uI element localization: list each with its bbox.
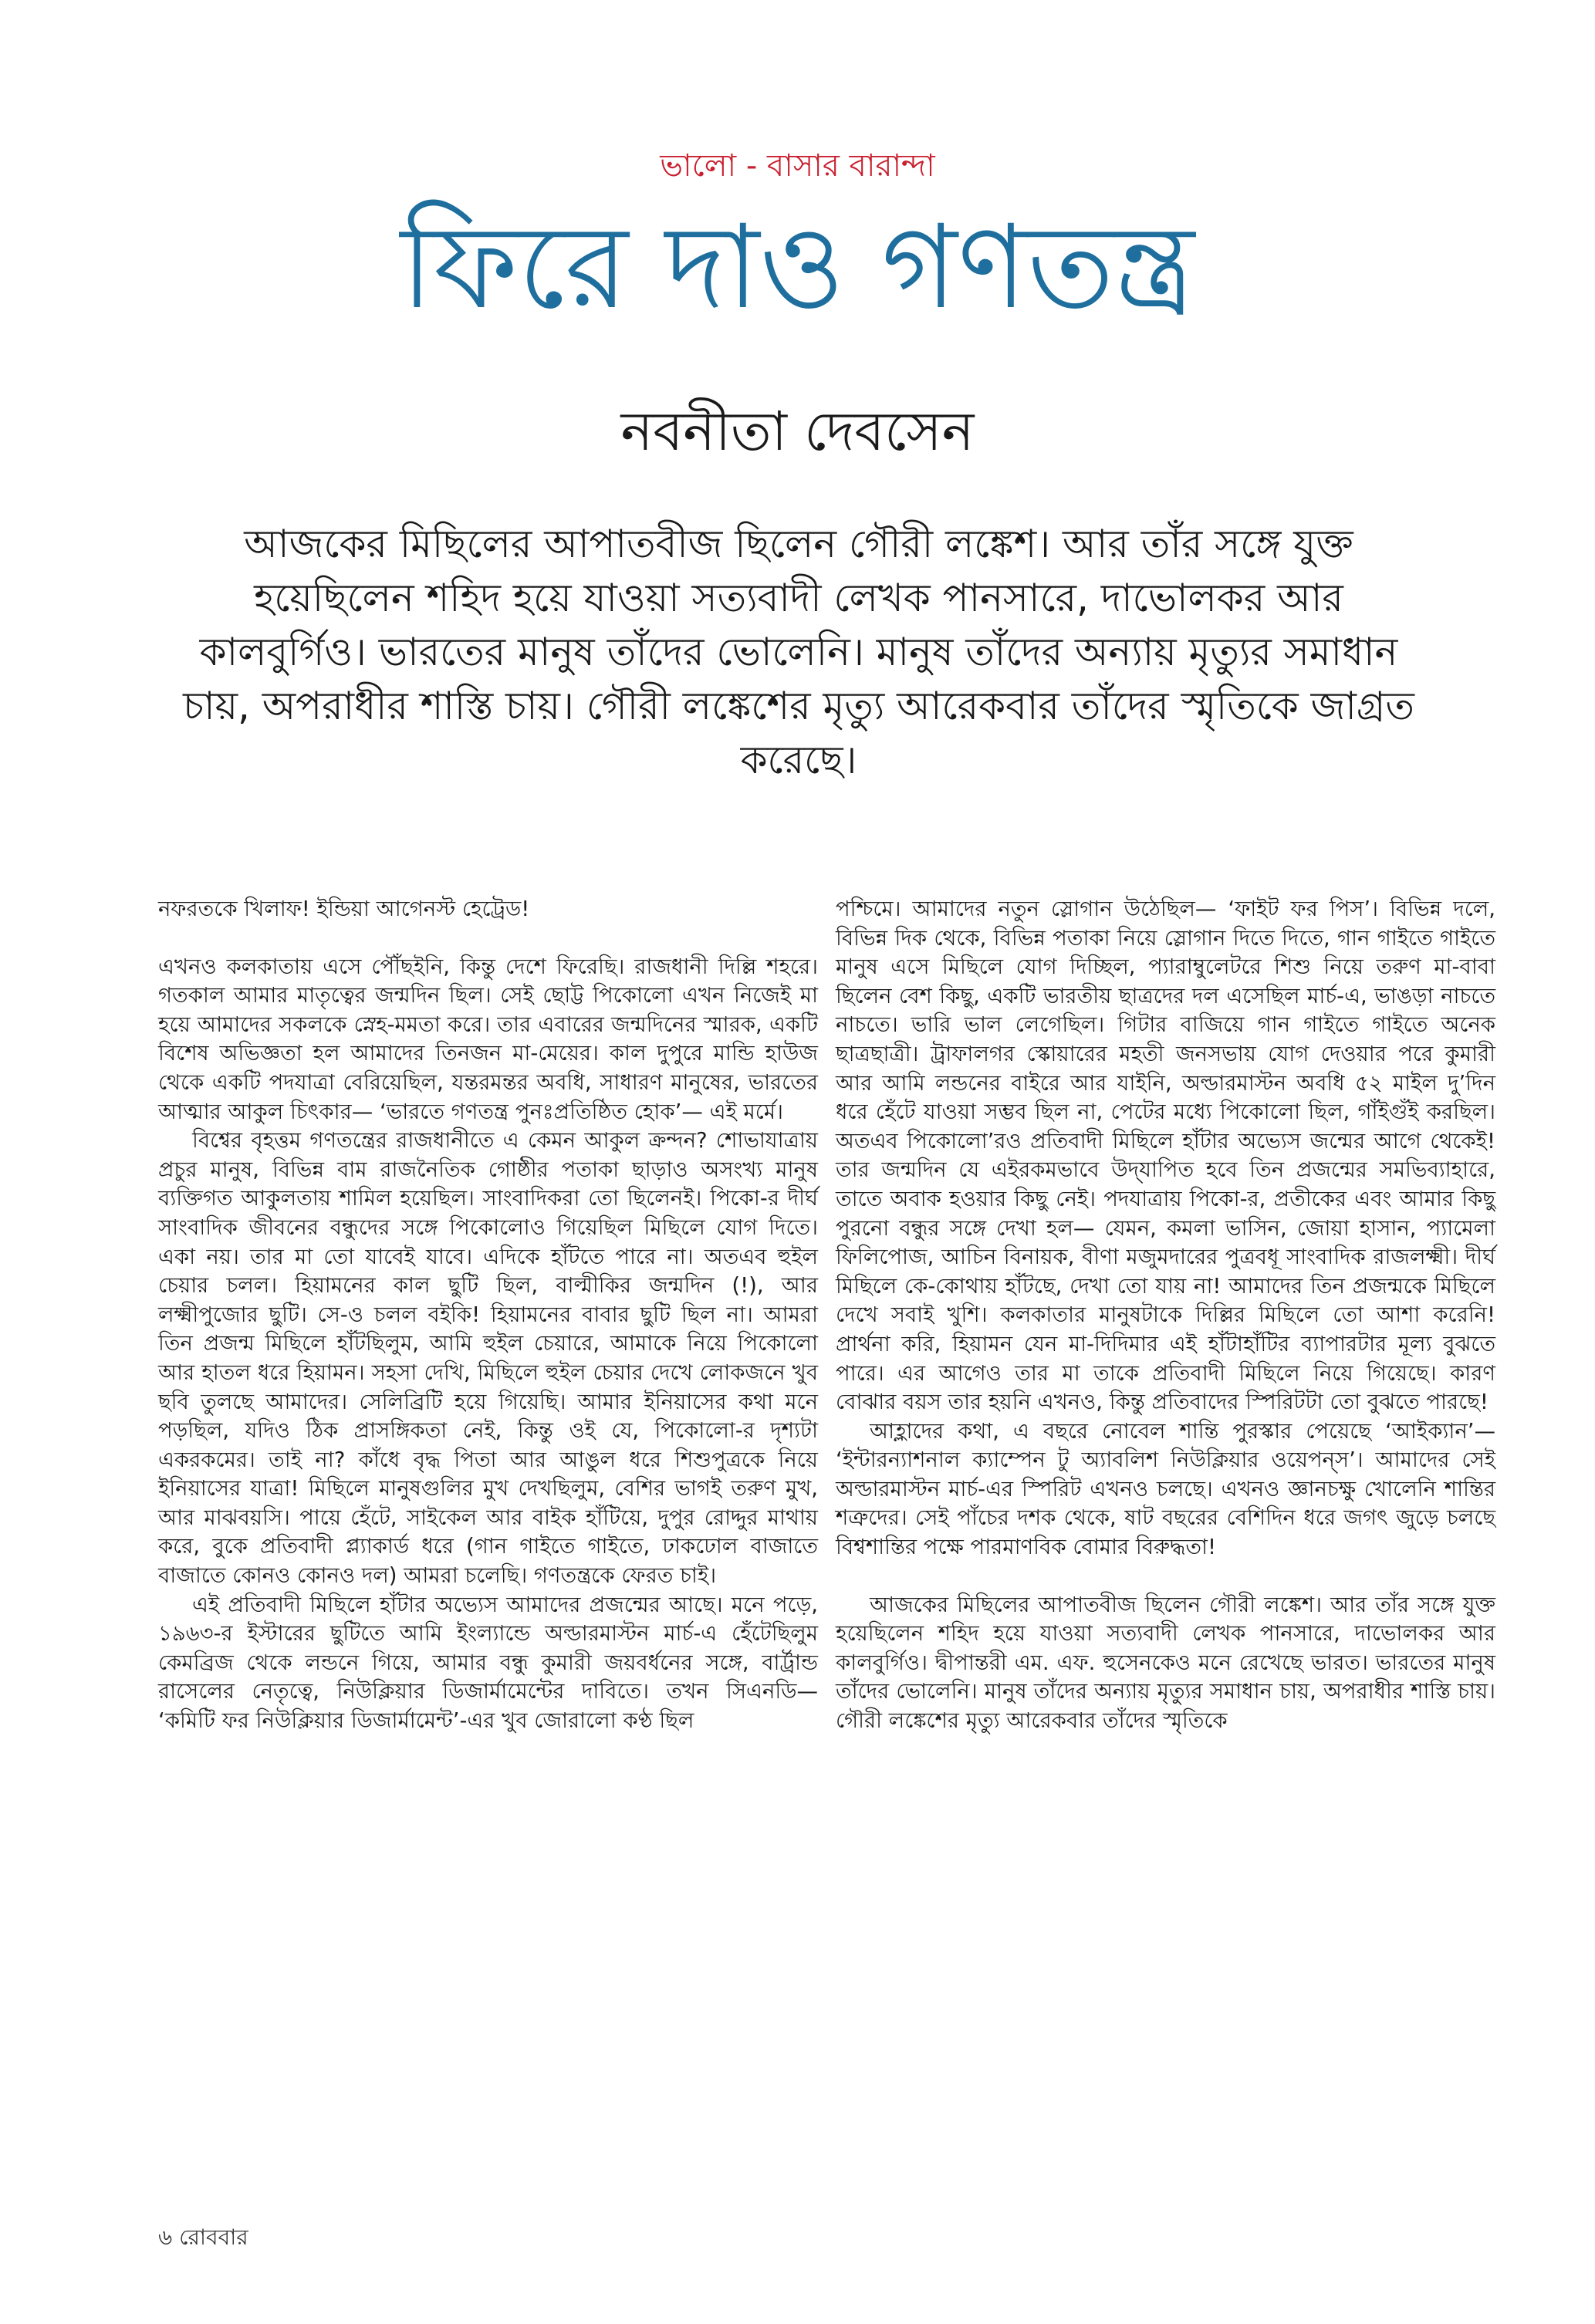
lead-paragraph: আজকের মিছিলের আপাতবীজ ছিলেন গৌরী লঙ্কেশ। আর তাঁর সঙ্গে যুক্ত হয়েছিলেন শহিদ হয়ে যাওয়া সত্যবাদী লেখক পানসারে, দাভোলকর আর কালবুর্গিও। ভারতের মানুষ তাঁদের ভোলেনি। মানুষ তাঁদের অন্যায় মৃত্যুর সমাধান চায়, অপরাধীর শাস্তি চায়। গৌরী লঙ্কেশের মৃত্যু আরেকবার তাঁদের স্মৃতিকে জাগ্রত করেছে। [183, 522, 1414, 782]
body-column-left [158, 895, 818, 1736]
body-paragraph: এখনও কলকাতায় এসে পৌঁছইনি, কিন্তু দেশে ফিরেছি। রাজধানী দিল্লি শহরে। গতকাল আমার মাতৃত্বের জন্মদিন ছিল। সেই ছোট্ট পিকোলো এখন নিজেই মা হয়ে আমাদের সকলকে স্নেহ-মমতা করে। তার এবারের জন্মদিনের স্মারক, একটি বিশেষ অভিজ্ঞতা হল আমাদের তিনজন মা-মেয়ের। কাল দুপুরে মান্ডি হাউজ থেকে একটি পদযাত্রা বেরিয়েছিল, যন্তরমন্তর অবধি, সাধারণ মানুষের, ভারতের আত্মার আকুল চিৎকার— ‘ভারতে গণতন্ত্র পুনঃপ্রতিষ্ঠিত হোক’— এই মর্মে। [158, 954, 818, 1124]
body-paragraph: আহ্লাদের কথা, এ বছরে নোবেল শান্তি পুরস্কার পেয়েছে ‘আইক্যান’— ‘ইন্টারন্যাশনাল ক্যাম্পেন টু অ্যাবলিশ নিউক্লিয়ার ওয়েপন্‌স’। আমাদের সেই অল্ডারমাস্টন মার্চ-এর স্পিরিট এখনও চলছে। এখনও জ্ঞানচক্ষু খোলেনি শান্তির শত্রুদের। সেই পাঁচের দশক থেকে, ষাট বছরের বেশিদিন ধরে জগৎ জুড়ে চলছে বিশ্বশান্তির পক্ষে পারমাণবিক বোমার বিরুদ্ধতা! [836, 1418, 1495, 1560]
author-byline: নবনীতা দেবসেন [620, 400, 975, 463]
article-title: ফিরে দাও গণতন্ত্র [400, 201, 1195, 335]
body-column-right [836, 895, 1495, 1736]
body-paragraph: এই প্রতিবাদী মিছিলে হাঁটার অভ্যেস আমাদের প্রজন্মের আছে। মনে পড়ে, ১৯৬৩-র ইস্টারের ছুটিতে আমি ইংল্যান্ডে অল্ডারমাস্টন মার্চ-এ হেঁটেছিলুম কেমব্রিজ থেকে লন্ডনে গিয়ে, আমার বন্ধু কুমারী জয়বর্ধনের সঙ্গে, বার্ট্রান্ড রাসেলের নেতৃত্বে, নিউক্লিয়ার ডিজার্মামেন্টের দাবিতে। তখন সিএনডি— ‘কমিটি ফর নিউক্লিয়ার ডিজার্মামেন্ট’-এর খুব জোরালো কণ্ঠ ছিল [158, 1592, 818, 1734]
body-paragraph: পশ্চিমে। আমাদের নতুন স্লোগান উঠেছিল— ‘ফাইট ফর পিস’। বিভিন্ন দলে, বিভিন্ন দিক থেকে, বিভিন্ন পতাকা নিয়ে স্লোগান দিতে দিতে, গান গাইতে গাইতে মানুষ এসে মিছিলে যোগ দিচ্ছিল, প্যারাম্বুলেটরে শিশু নিয়ে তরুণ মা-বাবা ছিলেন বেশ কিছু, একটি ভারতীয় ছাত্রদের দল এসেছিল মার্চ-এ, ভাঙড়া নাচতে নাচতে। ভারি ভাল লেগেছিল। গিটার বাজিয়ে গান গাইতে গাইতে অনেক ছাত্রছাত্রী। ট্রাফালগর স্কোয়ারের মহতী জনসভায় যোগ দেওয়ার পরে কুমারী আর আমি লন্ডনের বাইরে আর যাইনি, অল্ডারমাস্টন অবধি ৫২ মাইল দু’দিন ধরে হেঁটে যাওয়া সম্ভব ছিল না, পেটের মধ্যে পিকোলো ছিল, গাঁইগুঁই করছিল। অতএব পিকোলো’রও প্রতিবাদী মিছিলে হাঁটার অভ্যেস জন্মের আগে থেকেই! তার জন্মদিন যে এইরকমভাবে উদ্‌যাপিত হবে তিন প্রজন্মের সমভিব্যাহারে, তাতে অবাক হওয়ার কিছু নেই। পদযাত্রায় পিকো-র, প্রতীকের এবং আমার কিছু পুরনো বন্ধুর সঙ্গে দেখা হল— যেমন, কমলা ভাসিন, জোয়া হাসান, প্যামেলা ফিলিপোজ, আচিন বিনায়ক, বীণা মজুমদারের পুত্রবধূ সাংবাদিক রাজলক্ষ্মী। দীর্ঘ মিছিলে কে-কোথায় হাঁটছে, দেখা তো যায় না! আমাদের তিন প্রজন্মকে মিছিলে দেখে সবাই খুশি। কলকাতার মানুষটাকে দিল্লির মিছিলে তো আশা করেনি! প্রার্থনা করি, হিয়ামন যেন মা-দিদিমার এই হাঁটাহাঁটির ব্যাপারটার মূল্য বুঝতে পারে। এর আগেও তার মা তাকে প্রতিবাদী মিছিলে নিয়ে গিয়েছে। কারণ বোঝার বয়স তার হয়নি এখনও, কিন্তু প্রতিবাদের স্পিরিটটা তো বুঝতে পারছে! [836, 897, 1495, 1415]
kicker-line: নফরতকে খিলাফ! ইন্ডিয়া আগেনস্ট হেট্রেড! [158, 897, 530, 921]
body-paragraph: বিশ্বের বৃহত্তম গণতন্ত্রের রাজধানীতে এ কেমন আকুল ক্রন্দন? শোভাযাত্রায় প্রচুর মানুষ, বিভিন্ন বাম রাজনৈতিক গোষ্ঠীর পতাকা ছাড়াও অসংখ্য মানুষ ব্যক্তিগত আকুলতায় শামিল হয়েছিল। সাংবাদিকরা তো ছিলেনই। পিকো-র দীর্ঘ সাংবাদিক জীবনের বন্ধুদের সঙ্গে পিকোলোও গিয়েছিল মিছিলে যোগ দিতে। একা নয়। তার মা তো যাবেই যাবে। এদিকে হাঁটতে পারে না। অতএব হুইল চেয়ার চলল। হিয়ামনের কাল ছুটি ছিল, বাল্মীকির জন্মদিন (!), আর লক্ষ্মীপুজোর ছুটি। সে-ও চলল বইকি! হিয়ামনের বাবার ছুটি ছিল না। আমরা তিন প্রজন্ম মিছিলে হাঁটছিলুম, আমি হুইল চেয়ারে, আমাকে নিয়ে পিকোলো আর হাতল ধরে হিয়ামন। সহসা দেখি, মিছিলে হুইল চেয়ার দেখে লোকজনে খুব ছবি তুলছে আমাদের। সেলিব্রিটি হয়ে গিয়েছি। আমার ইনিয়াসের কথা মনে পড়ছিল, যদিও ঠিক প্রাসঙ্গিকতা নেই, কিন্তু ওই যে, পিকোলো-র দৃশ্যটা একরকমের। তাই না? কাঁধে বৃদ্ধ পিতা আর আঙুল ধরে শিশুপুত্রকে নিয়ে ইনিয়াসের যাত্রা! মিছিলে মানুষগুলির মুখ দেখছিলুম, বেশির ভাগই তরুণ মুখ, আর মাঝবয়সি। পায়ে হেঁটে, সাইকেল আর বাইক হাঁটিয়ে, দুপুর রোদ্দুর মাথায় করে, বুকে প্রতিবাদী প্ল্যাকার্ড ধরে (গান গাইতে গাইতে, ঢাকঢোল বাজাতে বাজাতে কোনও কোনও দল) আমরা চলেছি। গণতন্ত্রকে ফেরত চাই। [158, 1128, 818, 1589]
section-label: ভালো - বাসার বারান্দা [660, 148, 935, 184]
page-folio: ৬ রোববার [158, 2224, 248, 2250]
body-paragraph: আজকের মিছিলের আপাতবীজ ছিলেন গৌরী লঙ্কেশ। আর তাঁর সঙ্গে যুক্ত হয়েছিলেন শহিদ হয়ে যাওয়া সত্যবাদী লেখক পানসারে, দাভোলকর আর কালবুর্গিও। দ্বীপান্তরী এম. এফ. হুসেনকেও মনে রেখেছে ভারত। ভারতের মানুষ তাঁদের ভোলেনি। মানুষ তাঁদের অন্যায় মৃত্যুর সমাধান চায়, অপরাধীর শাস্তি চায়। গৌরী লঙ্কেশের মৃত্যু আরেকবার তাঁদের স্মৃতিকে [836, 1592, 1495, 1734]
